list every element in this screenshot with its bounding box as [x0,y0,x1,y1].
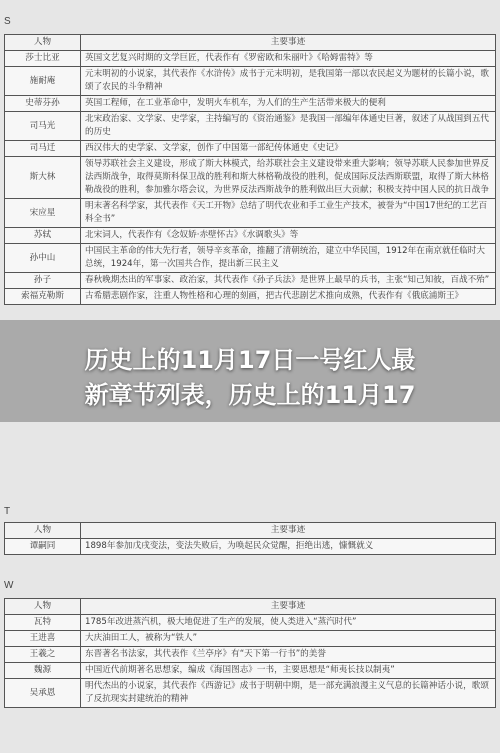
table-row [5,647,496,663]
table-row [5,112,496,141]
section-letter-s: S [4,16,11,27]
person-deeds: 明末著名科学家，其代表作《天工开物》总结了明代农业和手工业生产技术，被誉为“中国17世纪的工艺百科全书” [81,199,496,228]
person-deeds: 中国近代前期著名思想家，编成《海国图志》一书，主要思想是“师夷长技以制夷” [81,663,496,679]
table-row [5,244,496,273]
person-name: 索福克勒斯 [5,289,81,305]
person-name: 孙中山 [5,244,81,273]
person-deeds: 中国民主革命的伟大先行者，领导辛亥革命，推翻了清朝统治，建立中华民国，1912年在南京就任临时大总统，1924年，第一次国共合作，提出新三民主义 [81,244,496,273]
table-row [5,51,496,67]
person-name: 司马迁 [5,141,81,157]
headline-line-2: 新章节列表，历史上的11月17 [84,381,416,409]
column-header-person: 人物 [5,599,81,615]
person-name: 司马光 [5,112,81,141]
person-name: 施耐庵 [5,67,81,96]
person-name: 王羲之 [5,647,81,663]
table-row [5,289,496,305]
person-deeds: 东晋著名书法家，其代表作《兰亭序》有“天下第一行书”的美誉 [81,647,496,663]
section-letter-w: W [4,580,14,591]
table-row [5,615,496,631]
person-deeds: 春秋晚期杰出的军事家、政治家，其代表作《孙子兵法》是世界上最早的兵书，主张“知己知彼，百战不殆” [81,273,496,289]
person-name: 吴承恩 [5,679,81,708]
table-row [5,679,496,708]
column-header-deeds: 主要事迹 [81,35,496,51]
table-row [5,67,496,96]
table-row [5,157,496,199]
table-row [5,631,496,647]
person-deeds: 古希腊悲剧作家，注重人物性格和心理的刻画，把古代悲剧艺术推向成熟，代表作有《俄底浦斯王》 [81,289,496,305]
person-name: 王进喜 [5,631,81,647]
person-name: 谭嗣同 [5,539,81,555]
column-header-person: 人物 [5,35,81,51]
table-row [5,539,496,555]
column-header-person: 人物 [5,523,81,539]
person-name: 史蒂芬孙 [5,96,81,112]
person-deeds: 1785年改进蒸汽机，极大地促进了生产的发展，使人类进入“蒸汽时代” [81,615,496,631]
person-name: 孙子 [5,273,81,289]
table-row [5,663,496,679]
person-name: 苏轼 [5,228,81,244]
table-row [5,199,496,228]
headline-line-1: 历史上的11月17日一号红人最 [84,346,416,374]
table-t [4,522,496,555]
person-deeds: 英国文艺复兴时期的文学巨匠，代表作有《罗密欧和朱丽叶》《哈姆雷特》等 [81,51,496,67]
person-deeds: 领导苏联社会主义建设，形成了斯大林模式，给苏联社会主义建设带来重大影响；领导苏联人民参加世界反法西斯战争，取得莫斯科保卫战的胜利和斯大林格勒战役的胜利，促成国际反法西斯联盟，取得了斯大林格勒战役的胜利，参加雅尔塔会议，为世界反法西斯战争的胜利做出巨大贡献；积极支持中国人民的抗日战争 [81,157,496,199]
person-deeds: 英国工程师，在工业革命中，发明火车机车，为人们的生产生活带来极大的便利 [81,96,496,112]
person-name: 魏源 [5,663,81,679]
person-name: 宋应星 [5,199,81,228]
person-name: 莎士比亚 [5,51,81,67]
table-row [5,228,496,244]
column-header-deeds: 主要事迹 [81,599,496,615]
table-row [5,273,496,289]
section-letter-t: T [4,506,11,517]
person-name: 斯大林 [5,157,81,199]
person-deeds: 北宋政治家、文学家、史学家，主持编写的《资治通鉴》是我国一部编年体通史巨著，叙述了从战国到五代的历史 [81,112,496,141]
table-row [5,141,496,157]
person-name: 瓦特 [5,615,81,631]
person-deeds: 西汉伟大的史学家、文学家，创作了中国第一部纪传体通史《史记》 [81,141,496,157]
person-deeds: 北宋词人，代表作有《念奴娇·赤壁怀古》《水调歌头》等 [81,228,496,244]
table-w [4,598,496,708]
table-row [5,96,496,112]
person-deeds: 大庆油田工人，被称为“铁人” [81,631,496,647]
person-deeds: 明代杰出的小说家，其代表作《西游记》成书于明朝中期，是一部充满浪漫主义气息的长篇神话小说，歌颂了反抗现实封建统治的精神 [81,679,496,708]
column-header-deeds: 主要事迹 [81,523,496,539]
table-s [4,34,496,305]
person-deeds: 1898年参加戊戌变法，变法失败后，为唤起民众觉醒，拒绝出逃，慷慨就义 [81,539,496,555]
person-deeds: 元末明初的小说家，其代表作《水浒传》成书于元末明初，是我国第一部以农民起义为题材的长篇小说，歌颂了农民的斗争精神 [81,67,496,96]
